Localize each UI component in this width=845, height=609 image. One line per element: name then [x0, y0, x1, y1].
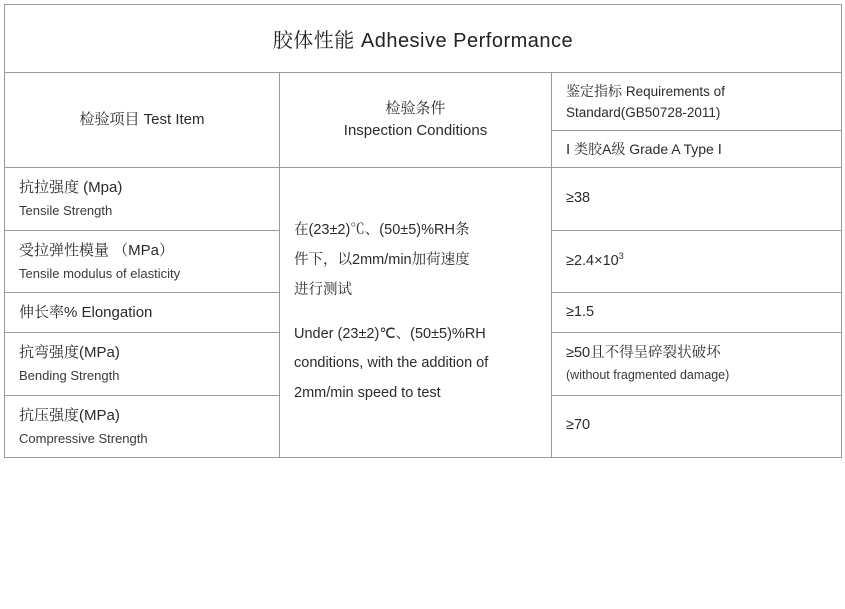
test-item-cell — [5, 395, 280, 457]
condition-en-line3: 2mm/min speed to test — [294, 384, 441, 401]
header-grade: Ⅰ 类胶A级 Grade A Type Ⅰ — [552, 131, 842, 168]
test-item-cell — [5, 292, 280, 332]
requirement-cell — [552, 333, 842, 395]
table-header-row — [5, 73, 842, 131]
adhesive-performance-table — [4, 4, 842, 458]
requirement-value: ≥38 — [566, 189, 591, 206]
header-inspection-conditions — [280, 73, 552, 168]
test-item-cn: 抗拉强度 (Mpa) — [19, 179, 123, 197]
test-item-cn: 抗压强度(MPa) — [19, 406, 120, 424]
requirement-cell — [552, 292, 842, 332]
test-item-cell — [5, 333, 280, 395]
test-item-en: Tensile Strength — [19, 203, 113, 219]
requirement-cell — [552, 168, 842, 230]
condition-en-line2: conditions, with the addition of — [294, 355, 489, 372]
page-title: 胶体性能 Adhesive Performance — [5, 5, 842, 73]
header-test-item: 检验项目 Test Item — [5, 73, 280, 168]
test-item-en: Tensile modulus of elasticity — [19, 265, 181, 281]
requirement-cell — [552, 395, 842, 457]
test-item-cell — [5, 230, 280, 292]
condition-cn-line3: 进行测试 — [294, 281, 352, 298]
requirement-exponent: 3 — [618, 250, 624, 261]
header-requirements-en: Requirements of Standard(GB50728-2011) — [566, 84, 725, 120]
table-title-row — [5, 5, 842, 73]
requirement-note: (without fragmented damage) — [566, 368, 730, 383]
adhesive-performance-sheet — [0, 4, 845, 609]
test-item-cn: 伸长率% Elongation — [19, 303, 153, 321]
condition-cn-line2: 件下，以2mm/min加荷速度 — [294, 252, 470, 269]
requirement-value: ≥50且不得呈碎裂状破坏 — [566, 344, 721, 361]
test-item-cell — [5, 168, 280, 230]
test-item-cn: 抗弯强度(MPa) — [19, 344, 120, 362]
test-item-en: Bending Strength — [19, 368, 120, 384]
header-inspection-conditions-en: Inspection Conditions — [343, 122, 488, 140]
requirement-cell — [552, 230, 842, 292]
requirement-value: ≥70 — [566, 417, 591, 434]
condition-en-line1: Under (23±2)℃、(50±5)%RH — [294, 325, 486, 342]
condition-cn-line1: 在(23±2)℃、(50±5)%RH条 — [294, 222, 470, 239]
inspection-conditions-cell — [280, 168, 552, 458]
header-requirements-cn: 鉴定指标 — [566, 83, 626, 99]
header-requirements — [552, 73, 842, 131]
requirement-value: ≥1.5 — [566, 303, 595, 320]
table-row — [5, 168, 842, 230]
requirement-value: ≥2.4×10 — [566, 252, 619, 269]
condition-gap — [294, 306, 537, 320]
test-item-cn: 受拉弹性模量 （MPa） — [19, 241, 175, 259]
test-item-en: Compressive Strength — [19, 430, 148, 446]
header-inspection-conditions-cn: 检验条件 — [385, 99, 446, 117]
